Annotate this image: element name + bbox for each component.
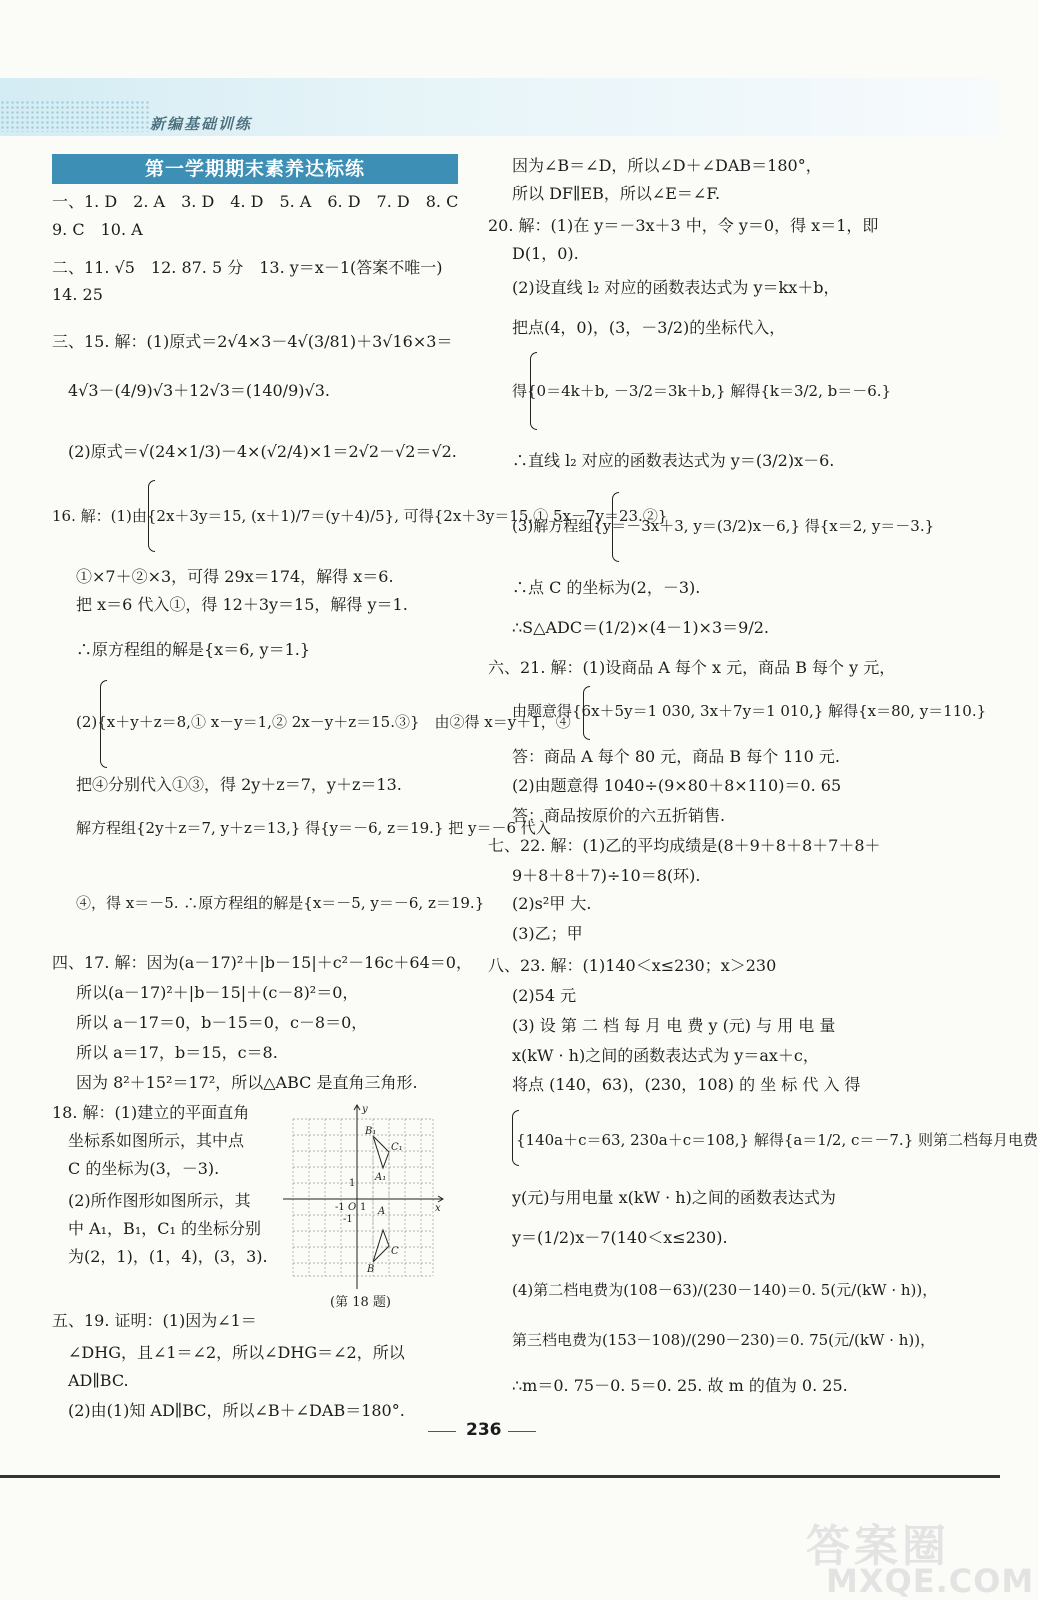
answer-line-q21e: 答：商品按原价的六五折销售. <box>512 806 726 825</box>
answer-line-q18f: 为(2，1)，(1，4)，(3，3). <box>68 1247 268 1266</box>
answer-line-q22a: 七、22. 解：(1)乙的平均成绩是(8＋9＋8＋8＋7＋8＋ <box>488 836 881 855</box>
answer-line-q23a: 八、23. 解：(1)140＜x≤230；x＞230 <box>488 956 777 975</box>
answer-line-q23i: (4)第二档电费为(108－63)/(230－140)＝0. 5(元/(kW · h))， <box>512 1281 938 1299</box>
answer-line-q16a: 16. 解：(1)由{2x＋3y＝15, (x＋1)/7＝(y＋4)/5}, 可得{2x＋3y＝15,① 5x－7y＝23.②} <box>52 507 668 525</box>
answer-line-q16f: 把④分别代入①③，得 2y＋z＝7，y＋z＝13. <box>76 775 402 794</box>
answer-line-q23e: 将点 (140，63)，(230，108) 的 坐 标 代 入 得 <box>512 1075 861 1094</box>
page-number: 236 <box>466 1420 502 1440</box>
answer-line-q19d: (2)由(1)知 AD∥BC，所以∠B＋∠DAB＝180°. <box>68 1401 405 1420</box>
fig-label-c1: C₁ <box>391 1142 403 1153</box>
answer-line-q21d: (2)由题意得 1040÷(9×80＋8×110)＝0. 65 <box>512 776 842 795</box>
answer-line-q19a: 五、19. 证明：(1)因为∠1＝ <box>52 1311 257 1330</box>
answer-line-q1b: 9. C 10. A <box>52 220 143 239</box>
answer-line-q18d: (2)所作图形如图所示，其 <box>68 1191 251 1210</box>
answer-line-q18c: C 的坐标为(3，－3). <box>68 1159 220 1178</box>
answer-line-q17a: 四、17. 解：因为(a－17)²＋|b－15|＋c²－16c＋64＝0， <box>52 953 472 972</box>
answer-line-q17d: 所以 a＝17，b＝15，c＝8. <box>76 1043 278 1062</box>
footer-rule <box>0 1475 1000 1478</box>
answer-line-q23f: {140a＋c＝63, 230a＋c＝108,} 解得{a＝1/2, c＝－7.} 则第二档每月电费 <box>516 1131 1038 1149</box>
answer-line-q20i: ∴S△ADC＝(1/2)×(4－1)×3＝9/2. <box>512 618 769 637</box>
fig-label-a1: A₁ <box>375 1172 387 1183</box>
answer-line-q17c: 所以 a－17＝0，b－15＝0，c－8＝0， <box>76 1013 368 1032</box>
watermark-text-cn: 答案圈 <box>806 1521 950 1572</box>
answer-line-q21b: 由题意得{6x＋5y＝1 030, 3x＋7y＝1 010,} 解得{x＝80, y＝110.} <box>512 702 987 720</box>
answer-line-q23b: (2)54 元 <box>512 986 577 1005</box>
fig-origin: O <box>348 1202 357 1213</box>
answer-line-q15c: (2)原式＝√(24×1/3)－4×(√2/4)×1＝2√2－√2＝√2. <box>68 442 457 461</box>
answer-line-q23h: y＝(1/2)x－7(140＜x≤230). <box>512 1228 728 1247</box>
fig-label-c: C <box>391 1246 399 1257</box>
fig-y-label: y <box>362 1104 368 1115</box>
answer-line-q16e: (2){x＋y＋z＝8,① x－y＝1,② 2x－y＋z＝15.③} 由②得 x＝y＋1，④ <box>76 713 571 731</box>
answer-line-q16g: 解方程组{2y＋z＝7, y＋z＝13,} 得{y＝－6, z＝19.} 把 y＝－6 代入 <box>76 819 551 837</box>
watermark-logo <box>806 1510 1035 1600</box>
answer-line-r2: 所以 DF∥EB，所以∠E＝∠F. <box>512 184 721 203</box>
answer-line-q2b: 14. 25 <box>52 285 103 304</box>
answer-line-q19c: AD∥BC. <box>68 1371 129 1390</box>
fig-x-label: x <box>435 1203 441 1214</box>
coordinate-figure-q18 <box>283 1104 448 1294</box>
answer-line-q20g: (3)解方程组{y＝－3x＋3, y＝(3/2)x－6,} 得{x＝2, y＝－3.} <box>512 517 935 535</box>
answer-line-q18e: 中 A₁，B₁，C₁ 的坐标分别 <box>68 1219 261 1238</box>
figure-caption: (第 18 题) <box>330 1295 391 1310</box>
answer-line-q16h: ④，得 x＝－5. ∴原方程组的解是{x＝－5, y＝－6, z＝19.} <box>76 894 485 912</box>
fig-tick-y1: 1 <box>349 1178 356 1189</box>
answer-line-q16b: ①×7＋②×3，可得 29x＝174，解得 x＝6. <box>76 567 394 586</box>
watermark-text-en: MXQE.COM <box>826 1562 1035 1600</box>
answer-line-q17b: 所以(a－17)²＋|b－15|＋(c－8)²＝0， <box>76 983 359 1002</box>
series-title: 新编基础训练 <box>150 115 253 133</box>
answer-line-q15a: 三、15. 解：(1)原式＝2√4×3－4√(3/81)＋3√16×3＝ <box>52 332 453 351</box>
answer-line-q16d: ∴原方程组的解是{x＝6, y＝1.} <box>76 640 311 659</box>
answer-line-q15b: 4√3－(4/9)√3＋12√3＝(140/9)√3. <box>68 381 330 400</box>
answer-line-q23k: ∴m＝0. 75－0. 5＝0. 25. 故 m 的值为 0. 25. <box>512 1376 848 1395</box>
answer-line-q16c: 把 x＝6 代入①，得 12＋3y＝15，解得 y＝1. <box>76 595 408 614</box>
answer-line-q23j: 第三档电费为(153－108)/(290－230)＝0. 75(元/(kW · h))， <box>512 1331 936 1349</box>
answer-line-q20a: 20. 解：(1)在 y＝－3x＋3 中，令 y＝0，得 x＝1，即 <box>488 216 879 235</box>
answer-line-q2: 二、11. √5 12. 87. 5 分 13. y＝x－1(答案不唯一) <box>52 258 443 277</box>
page-number-dash-left <box>428 1431 456 1432</box>
banner-dot-pattern <box>0 100 150 132</box>
fig-label-b1: B₁ <box>365 1126 377 1137</box>
answer-line-q20b: D(1，0). <box>512 244 579 263</box>
fig-tick-xm1: -1 <box>335 1202 345 1213</box>
answer-line-q17e: 因为 8²＋15²＝17²，所以△ABC 是直角三角形. <box>76 1073 418 1092</box>
answer-line-q22b: 9＋8＋8＋7)÷10＝8(环). <box>512 866 701 885</box>
answer-line-q21c: 答：商品 A 每个 80 元，商品 B 每个 110 元. <box>512 747 840 766</box>
answer-line-q23d: x(kW · h)之间的函数表达式为 y＝ax＋c， <box>512 1046 819 1065</box>
answer-line-q20e: 得{0＝4k＋b, －3/2＝3k＋b,} 解得{k＝3/2, b＝－6.} <box>512 382 892 400</box>
answer-line-r1: 因为∠B＝∠D，所以∠D＋∠DAB＝180°， <box>512 156 822 175</box>
fig-tick-ym1: -1 <box>343 1214 353 1225</box>
answer-line-q21a: 六、21. 解：(1)设商品 A 每个 x 元，商品 B 每个 y 元， <box>488 658 896 677</box>
fig-tick-x1: 1 <box>360 1202 367 1213</box>
answer-line-q18a: 18. 解：(1)建立的平面直角 <box>52 1103 250 1122</box>
answer-line-q23g: y(元)与用电量 x(kW · h)之间的函数表达式为 <box>512 1188 836 1207</box>
answer-line-q20f: ∴直线 l₂ 对应的函数表达式为 y＝(3/2)x－6. <box>512 451 835 470</box>
answer-line-q20h: ∴点 C 的坐标为(2，－3). <box>512 578 701 597</box>
answer-line-q20d: 把点(4，0)，(3，－3/2)的坐标代入， <box>512 318 786 337</box>
fig-label-a: A <box>378 1206 386 1217</box>
answer-line-q22c: (2)s²甲 大. <box>512 894 592 913</box>
fig-label-b: B <box>367 1264 375 1275</box>
answer-line-q18b: 坐标系如图所示，其中点 <box>68 1131 245 1150</box>
answer-line-q19b: ∠DHG，且∠1＝∠2，所以∠DHG＝∠2，所以 <box>68 1343 405 1362</box>
section-title: 第一学期期末素养达标练 <box>52 154 458 184</box>
answer-line-q1: 一、1. D 2. A 3. D 4. D 5. A 6. D 7. D 8. C <box>52 192 459 211</box>
answer-line-q20c: (2)设直线 l₂ 对应的函数表达式为 y＝kx＋b， <box>512 278 840 297</box>
answer-line-q22d: (3)乙；甲 <box>512 924 583 943</box>
answer-line-q23c: (3) 设 第 二 档 每 月 电 费 y (元) 与 用 电 量 <box>512 1016 836 1035</box>
page-number-dash-right <box>508 1431 536 1432</box>
